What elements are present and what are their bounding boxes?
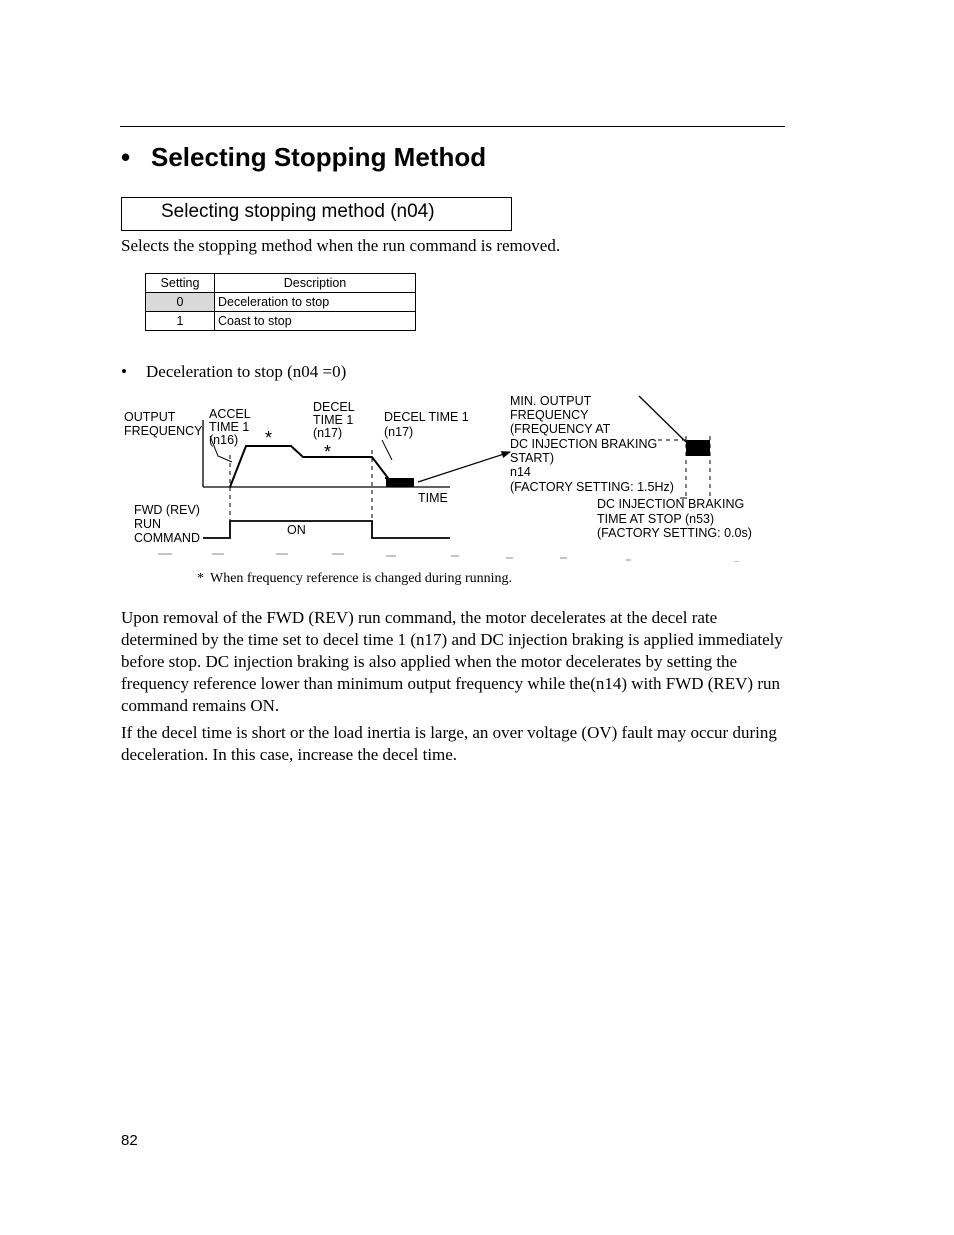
body-paragraph: Upon removal of the FWD (REV) run command, the motor decelerates at the decel rate determined by the time set to decel time 1 (n17) and DC injection braking is applied immediately before stop. DC injection braking is also applied when the motor decelerates by setting the frequency reference lower than minimum output frequency while the(n14) with FWD (REV) run command remains ON.	[121, 608, 783, 715]
min-output-label-1: MIN. OUTPUT	[510, 394, 592, 408]
footnote-text: When frequency reference is changed during running.	[210, 571, 513, 586]
output-frequency-label-2: FREQUENCY	[124, 424, 203, 438]
body-paragraph: If the decel time is short or the load inertia is large, an over voltage (OV) fault may occur during deceleration. In this case, increase the decel time.	[121, 723, 777, 764]
dc-braking-label-1: DC INJECTION BRAKING	[597, 497, 745, 511]
on-label: ON	[287, 523, 306, 537]
footnote-mark: *	[197, 571, 204, 586]
run-command-label-1: FWD (REV)	[134, 503, 200, 517]
dc-braking-label-3: (FACTORY SETTING: 0.0s)	[597, 526, 752, 540]
accel-time-label-3: (n16)	[209, 433, 239, 447]
sub-bullet-mark: •	[121, 362, 127, 381]
table-row	[146, 312, 416, 331]
dc-braking-label-2: TIME AT STOP (n53)	[597, 512, 715, 526]
min-output-label-2: FREQUENCY	[510, 408, 589, 422]
decel-time-mid-label-1: DECEL	[313, 400, 355, 414]
description-cell: Deceleration to stop	[215, 293, 416, 312]
page-number: 82	[121, 1132, 138, 1149]
asterisk-mark: *	[265, 428, 273, 448]
sub-bullet-text: Deceleration to stop (n04 =0)	[146, 362, 347, 381]
run-command-label-3: COMMAND	[134, 531, 200, 545]
min-output-label-5: START)	[510, 451, 554, 465]
header-description: Description	[215, 274, 416, 293]
run-command-signal	[203, 521, 450, 538]
top-rule	[120, 126, 785, 127]
output-frequency-label-1: OUTPUT	[124, 410, 176, 424]
decel-time-mid-label-3: (n17)	[313, 426, 343, 440]
scan-dashes	[158, 554, 739, 562]
frequency-curve	[230, 446, 388, 487]
table-row	[146, 293, 416, 312]
min-output-label-3: (FREQUENCY AT	[510, 422, 611, 436]
footnote	[197, 571, 512, 587]
min-output-arrow	[418, 452, 510, 482]
time-axis-label: TIME	[418, 491, 448, 505]
setting-cell: 0	[146, 293, 215, 312]
decel-slope-detail	[639, 396, 686, 442]
intro-text: Selects the stopping method when the run command is removed.	[121, 236, 561, 255]
heading-bullet: •	[121, 142, 131, 172]
dc-braking-block	[386, 478, 414, 487]
decel-time-right-label-1: DECEL TIME 1	[384, 410, 469, 424]
settings-table	[145, 273, 416, 331]
setting-cell: 1	[146, 312, 215, 331]
min-output-label-6: n14	[510, 465, 531, 479]
heading-title: Selecting Stopping Method	[151, 142, 487, 172]
accel-time-label-2: TIME 1	[209, 420, 250, 434]
section-heading	[121, 142, 486, 173]
min-output-label-4: DC INJECTION BRAKING	[510, 437, 658, 451]
timing-diagram	[120, 390, 780, 562]
sub-bullet	[121, 362, 346, 382]
asterisk-mark: *	[324, 442, 332, 462]
description-cell: Coast to stop	[215, 312, 416, 331]
accel-time-label-1: ACCEL	[209, 407, 251, 421]
header-setting: Setting	[146, 274, 215, 293]
decel-time-mid-label-2: TIME 1	[313, 413, 354, 427]
dc-braking-detail-block	[686, 440, 710, 456]
run-command-label-2: RUN	[134, 517, 162, 531]
decel-pointer	[382, 440, 392, 460]
parameter-box-title: Selecting stopping method (n04)	[121, 197, 512, 231]
table-header-row	[146, 274, 416, 293]
decel-time-right-label-2: (n17)	[384, 425, 414, 439]
min-output-label-7: (FACTORY SETTING: 1.5Hz)	[510, 480, 674, 494]
